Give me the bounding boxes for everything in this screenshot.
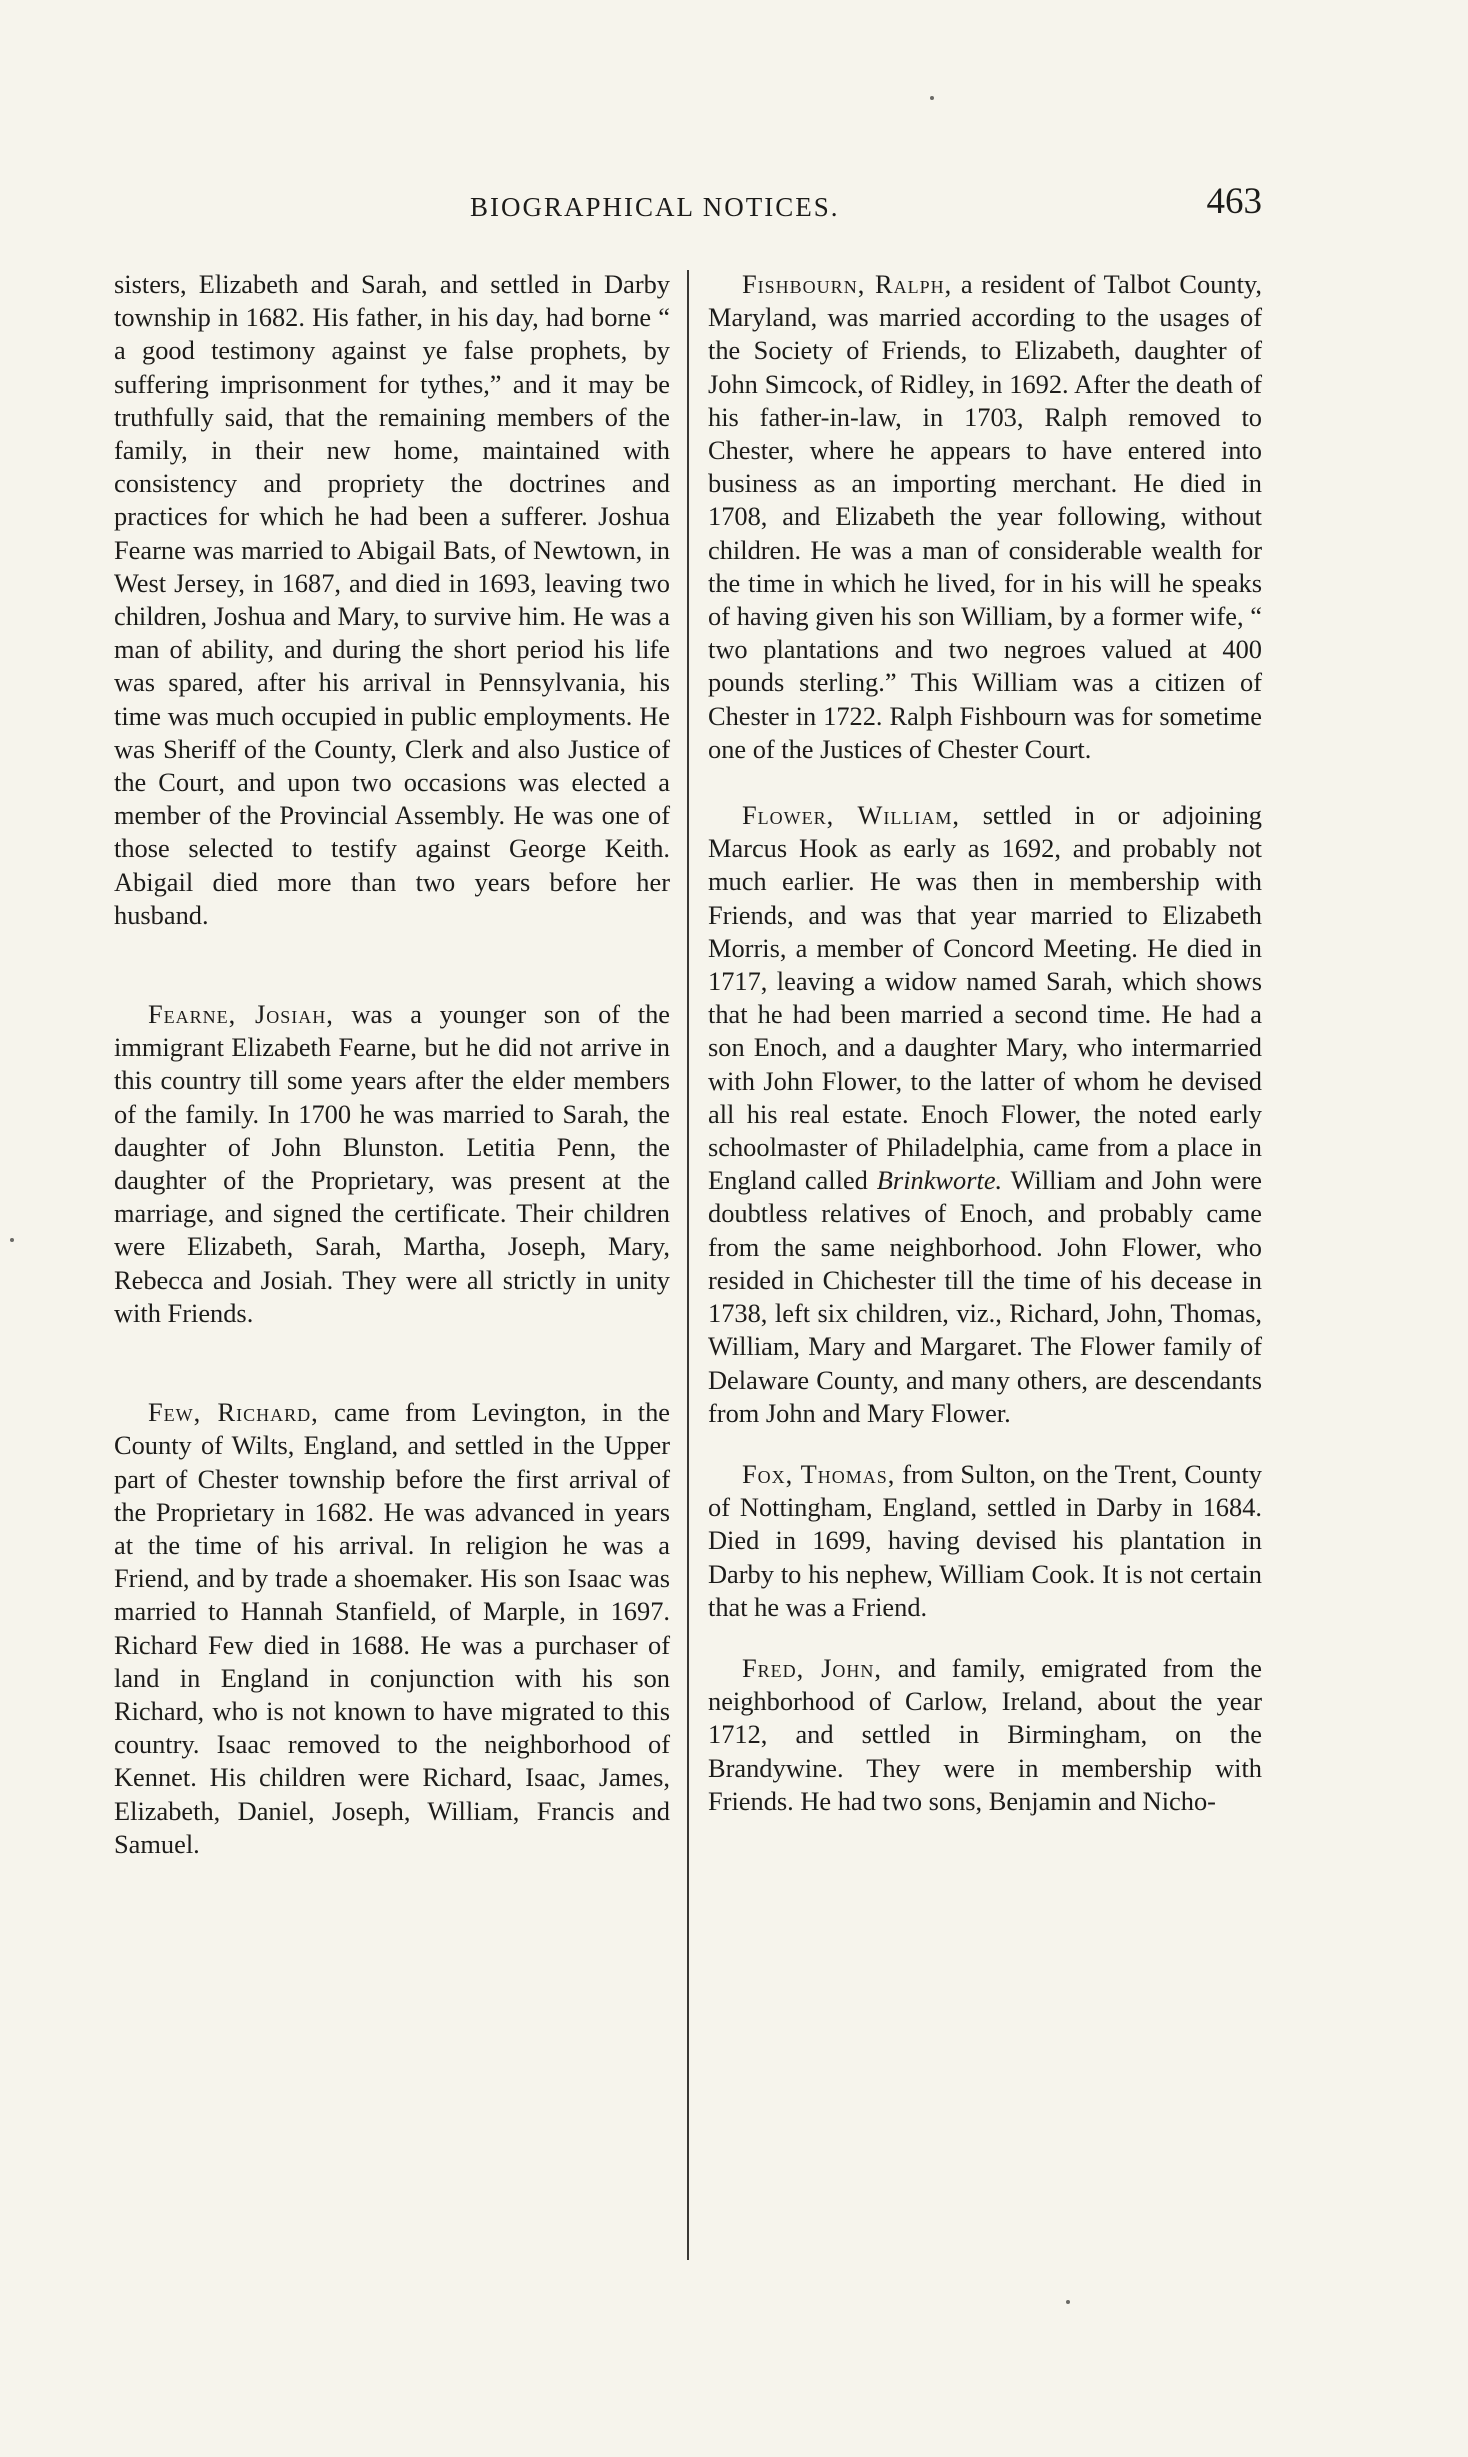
entry-heading: Flower, William, bbox=[742, 800, 960, 831]
entry-text: was a younger son of the immigrant Elizabeth Fearne, but he did not arrive in this country till some years after the elder members of the family. In 1700 he was married to Sarah, the daughter of John Blunston. Letitia Penn, the daughter of the Proprietary, was present at the marriage, and signed the certificate. Their children were Elizabeth, Sarah, Martha, Joseph, Mary, Rebecca and Josiah. They were all strictly in unity with Friends. bbox=[114, 999, 670, 1328]
page-number: 463 bbox=[1206, 181, 1262, 222]
entry-flower-william bbox=[708, 799, 1262, 1430]
entry-fishbourn-ralph bbox=[708, 268, 1262, 766]
entry-text: from Sulton, on the Trent, County of Nottingham, England, settled in Darby in 1684. Died in 1699, having devised his plantation in Darby to his nephew, William Cook. It is not certain that he was a Friend. bbox=[708, 1458, 1263, 1622]
entry-text: a resident of Talbot County, Maryland, was married according to the usages of the Society of Friends, to Elizabeth, daughter of John Simcock, of Ridley, in 1692. After the death of his father-in-law, in 1703, Ralph removed to Chester, where he appears to have entered into business as an importing merchant. He died in 1708, and Elizabeth the year following, without children. He was a man of considerable wealth for the time in which he lived, for in his will he speaks of having given his son William, by a former wife, “ two plantations and two negroes valued at 400 pounds sterling.” This William was a citizen of Chester in 1722. Ralph Fishbourn was for sometime one of the Justices of Chester Court. bbox=[708, 269, 1262, 764]
left-column bbox=[114, 268, 670, 1861]
entry-text: came from Levington, in the County of Wilts, England, and settled in the Upper part of Chester township before the first arrival of the Proprietary in 1682. He was advanced in years at the time of his arrival. In religion he was a Friend, and by trade a shoemaker. His son Isaac was married to Hannah Stanfield, of Marple, in 1697. Richard Few died in 1688. He was a purchaser of land in England in conjunction with his son Richard, who is not known to have migrated to this country. Isaac removed to the neighborhood of Kennet. His children were Richard, Isaac, James, Elizabeth, Daniel, Joseph, William, Francis and Samuel. bbox=[114, 1397, 670, 1859]
running-title: BIOGRAPHICAL NOTICES. bbox=[470, 192, 840, 222]
column-divider bbox=[687, 270, 689, 2260]
entry-fox-thomas bbox=[708, 1458, 1262, 1624]
continued-paragraph: sisters, Elizabeth and Sarah, and settled in Darby township in 1682. His father, in his day, had borne “ a good testimony against ye false prophets, by suffering imprisonment for tythes,” and it may be truthfully said, that the remaining members of the family, in their new home, maintained with consistency and propriety the doctrines and practices for which he had been a sufferer. Joshua Fearne was married to Abigail Bats, of Newtown, in West Jersey, in 1687, and died in 1693, leaving two children, Joshua and Mary, to survive him. He was a man of ability, and during the short period his life was spared, after his arrival in Pennsylvania, his time was much occupied in public employments. He was Sheriff of the County, Clerk and also Justice of the Court, and upon two occasions was elected a member of the Provincial Assembly. He was one of those selected to testify against George Keith. Abigail died more than two years before her husband. bbox=[114, 269, 670, 930]
entry-heading: Fox, Thomas, bbox=[742, 1458, 896, 1489]
right-column bbox=[708, 268, 1262, 1818]
entry-heading: Fearne, Josiah, bbox=[148, 999, 334, 1030]
entry-text: and family, emigrated from the neighborhood of Carlow, Ireland, about the year 1712, and settled in Birmingham, on the Brandywine. They were in membership with Friends. He had two sons, Benjamin and Nicho- bbox=[708, 1652, 1262, 1816]
page-header bbox=[470, 180, 1270, 230]
entry-text-continued: William and John were doubtless relatives of Enoch, and probably came from the same neighborhood. John Flower, who resided in Chichester till the time of his decease in 1738, left six children, viz., Richard, John, Thomas, William, Mary and Margaret. The Flower family of Delaware County, and many others, are descendants from John and Mary Flower. bbox=[708, 1165, 1262, 1428]
entry-heading: Fishbourn, Ralph, bbox=[742, 269, 953, 299]
entry-text: settled in or adjoining Marcus Hook as early as 1692, and probably not much earlier. He was then in membership with Friends, and was that year married to Elizabeth Morris, a member of Concord Meeting. He died in 1717, leaving a widow named Sarah, which shows that he had been married a second time. He had a son Enoch, and a daughter Mary, who intermarried with John Flower, to the latter of whom he devised all his real estate. Enoch Flower, the noted early schoolmaster of Philadelphia, came from a place in England called bbox=[708, 800, 1262, 1196]
scan-speck bbox=[10, 1238, 14, 1242]
entry-fearne-josiah bbox=[114, 998, 670, 1330]
scan-speck bbox=[930, 96, 934, 100]
entry-few-richard bbox=[114, 1396, 670, 1861]
entry-fred-john bbox=[708, 1652, 1262, 1818]
entry-heading: Few, Richard, bbox=[148, 1397, 319, 1428]
entry-heading: Fred, John, bbox=[742, 1652, 882, 1683]
scan-speck bbox=[1066, 2300, 1070, 2304]
place-name-italic: Brinkworte. bbox=[876, 1165, 1003, 1196]
